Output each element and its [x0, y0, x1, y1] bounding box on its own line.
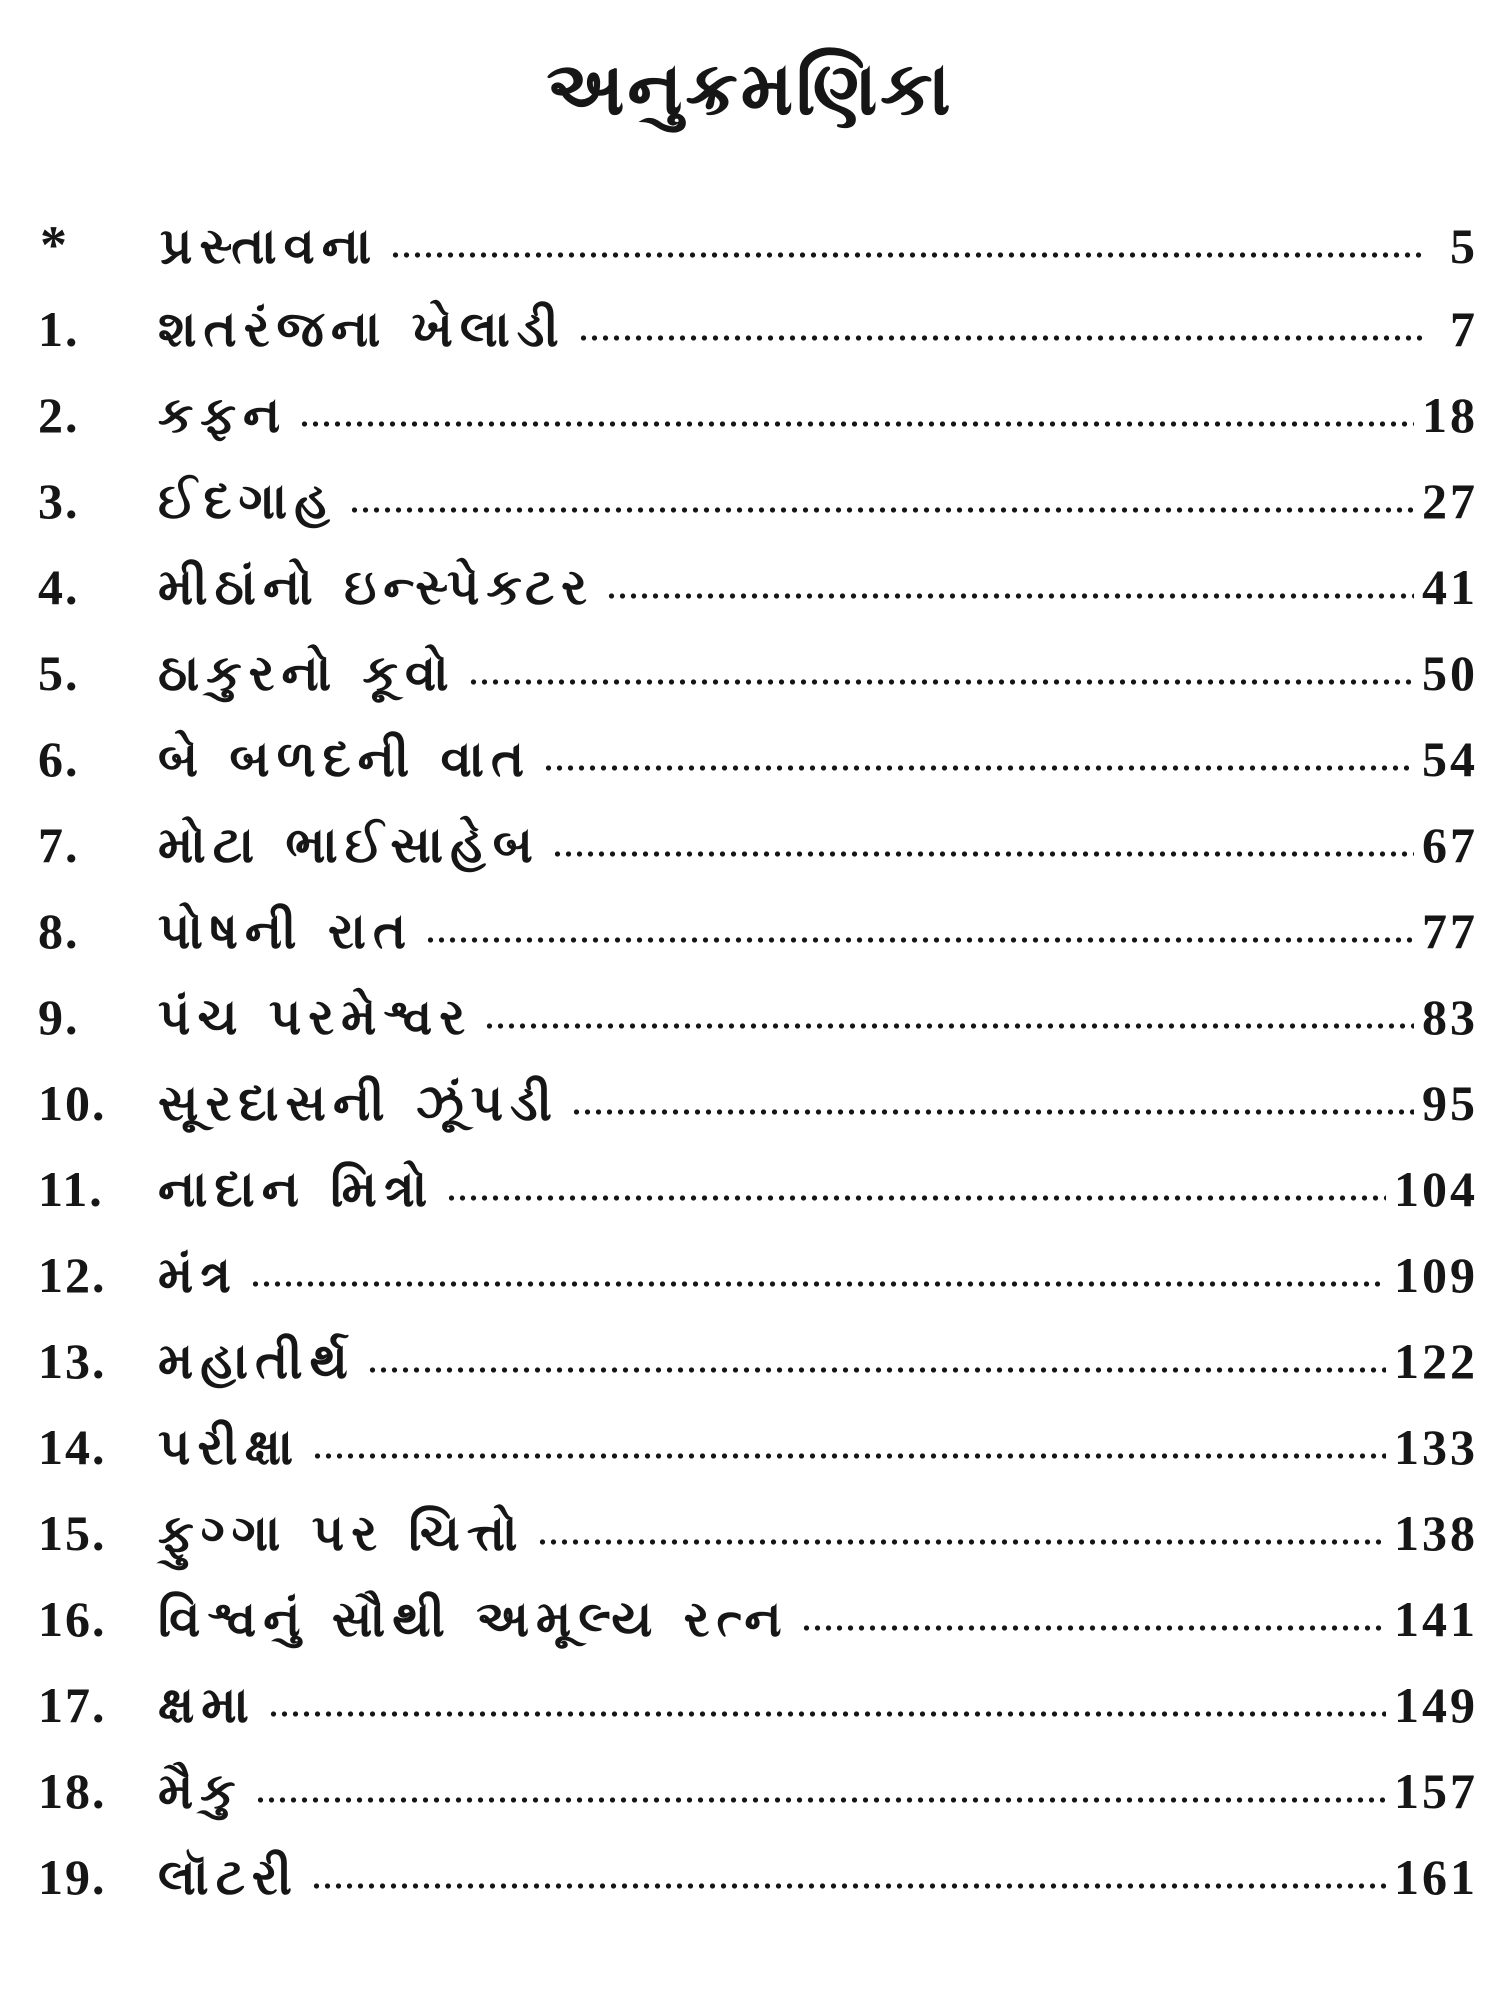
- toc-row: [38, 730, 1478, 816]
- dot-leader: [468, 679, 1414, 685]
- dot-leader: [367, 1367, 1386, 1373]
- table-of-contents: [38, 214, 1478, 1934]
- toc-row: [38, 472, 1478, 558]
- toc-title: મહાતીર્થ: [158, 1332, 355, 1390]
- toc-entry: [158, 472, 1478, 531]
- toc-page-number: 149: [1394, 1677, 1478, 1733]
- toc-page-number: 95: [1422, 1075, 1478, 1131]
- toc-row: [38, 988, 1478, 1074]
- toc-entry: [158, 1848, 1478, 1907]
- toc-title: ફુગ્ગા પર ચિત્તો: [158, 1504, 525, 1562]
- toc-row: [38, 1074, 1478, 1160]
- toc-entry: [158, 1504, 1478, 1563]
- toc-number: 13.: [38, 1333, 107, 1389]
- toc-entry: [158, 1418, 1478, 1477]
- toc-row: [38, 1332, 1478, 1418]
- toc-page-number: 83: [1422, 989, 1478, 1045]
- dot-leader: [268, 1711, 1386, 1717]
- dot-leader: [571, 1109, 1414, 1115]
- toc-number: 16.: [38, 1591, 107, 1647]
- toc-title: સૂરદાસની ઝૂંપડી: [158, 1074, 559, 1132]
- toc-number: 17.: [38, 1677, 107, 1733]
- toc-row: [38, 644, 1478, 730]
- dot-leader: [578, 335, 1422, 341]
- toc-title: ઠાકુરનો કૂવો: [158, 644, 456, 702]
- dot-leader: [312, 1453, 1386, 1459]
- toc-number: 19.: [38, 1849, 107, 1905]
- toc-page-number: 41: [1422, 559, 1478, 615]
- toc-entry: [158, 558, 1478, 617]
- toc-title: મીઠાંનો ઇન્સ્પેક્ટર: [158, 558, 594, 616]
- toc-entry: [158, 644, 1478, 703]
- dot-leader: [299, 421, 1414, 427]
- toc-title: મોટા ભાઈસાહેબ: [158, 816, 540, 874]
- toc-number: 4.: [38, 559, 80, 615]
- toc-row: [38, 1762, 1478, 1848]
- toc-row: [38, 386, 1478, 472]
- toc-entry: [158, 300, 1478, 359]
- toc-row: [38, 1160, 1478, 1246]
- toc-number: 1.: [38, 301, 80, 357]
- toc-title: પ્રસ્તાવના: [160, 217, 379, 275]
- toc-title: પંચ પરમેશ્વર: [158, 988, 473, 1046]
- toc-number: 5.: [38, 645, 80, 701]
- dot-leader: [446, 1195, 1386, 1201]
- toc-number: 3.: [38, 473, 80, 529]
- toc-page-number: 7: [1450, 301, 1478, 357]
- toc-number: *: [40, 215, 69, 275]
- dot-leader: [484, 1023, 1414, 1029]
- toc-entry: [158, 730, 1478, 789]
- toc-page-number: 67: [1422, 817, 1478, 873]
- toc-number: 6.: [38, 731, 80, 787]
- toc-title: શતરંજના ખેલાડી: [158, 300, 566, 358]
- toc-row: [38, 1246, 1478, 1332]
- toc-number: 14.: [38, 1419, 107, 1475]
- toc-row: [38, 558, 1478, 644]
- toc-row: [38, 816, 1478, 902]
- dot-leader: [255, 1797, 1386, 1803]
- toc-number: 9.: [38, 989, 80, 1045]
- toc-title: કફન: [158, 386, 288, 444]
- toc-title: વિશ્વનું સૌથી અમૂલ્ય રત્ન: [158, 1590, 789, 1648]
- toc-entry: [158, 1246, 1478, 1305]
- toc-number: 10.: [38, 1075, 107, 1131]
- toc-page-number: 138: [1394, 1505, 1478, 1561]
- toc-number: 18.: [38, 1763, 107, 1819]
- toc-number: 15.: [38, 1505, 107, 1561]
- toc-title: નાદાન મિત્રો: [158, 1160, 435, 1218]
- toc-row: [38, 1418, 1478, 1504]
- toc-entry: [158, 1332, 1478, 1391]
- toc-entry: [158, 902, 1478, 961]
- toc-row: [38, 300, 1478, 386]
- dot-leader: [543, 765, 1414, 771]
- toc-entry: [158, 988, 1478, 1047]
- toc-page-number: 104: [1394, 1161, 1478, 1217]
- toc-entry: [160, 217, 1478, 276]
- toc-row: [38, 214, 1478, 300]
- toc-page-number: 50: [1422, 645, 1478, 701]
- toc-title: પોષની રાત: [158, 902, 414, 960]
- toc-page-number: 5: [1450, 218, 1478, 274]
- toc-number: 2.: [38, 387, 80, 443]
- dot-leader: [250, 1281, 1386, 1287]
- dot-leader: [311, 1883, 1386, 1889]
- toc-page-number: 77: [1422, 903, 1478, 959]
- toc-page-number: 109: [1394, 1247, 1478, 1303]
- toc-title: લૉટરી: [158, 1848, 299, 1906]
- toc-row: [38, 1848, 1478, 1934]
- toc-number: 7.: [38, 817, 80, 873]
- toc-title: ઈદગાહ: [158, 472, 337, 530]
- toc-page-number: 157: [1394, 1763, 1478, 1819]
- toc-entry: [158, 816, 1478, 875]
- toc-page-number: 133: [1394, 1419, 1478, 1475]
- page-title: અનુક્રમણિકા: [546, 46, 954, 132]
- toc-number: 12.: [38, 1247, 107, 1303]
- toc-number: 11.: [38, 1161, 104, 1217]
- dot-leader: [390, 252, 1422, 258]
- toc-row: [38, 1590, 1478, 1676]
- toc-row: [38, 902, 1478, 988]
- toc-page-number: 54: [1422, 731, 1478, 787]
- toc-row: [38, 1504, 1478, 1590]
- toc-entry: [158, 386, 1478, 445]
- dot-leader: [552, 851, 1414, 857]
- dot-leader: [425, 937, 1414, 943]
- toc-entry: [158, 1074, 1478, 1133]
- toc-title: મંત્ર: [158, 1246, 239, 1304]
- toc-title: પરીક્ષા: [158, 1418, 301, 1476]
- toc-entry: [158, 1676, 1478, 1735]
- toc-number: 8.: [38, 903, 80, 959]
- toc-title: ક્ષમા: [158, 1676, 256, 1734]
- dot-leader: [537, 1539, 1386, 1545]
- toc-entry: [158, 1762, 1478, 1821]
- toc-entry: [158, 1160, 1478, 1219]
- toc-page-number: 161: [1394, 1849, 1478, 1905]
- toc-title: બે બળદની વાત: [158, 730, 532, 788]
- toc-page-number: 27: [1422, 473, 1478, 529]
- toc-page-number: 122: [1394, 1333, 1478, 1389]
- toc-row: [38, 1676, 1478, 1762]
- toc-page-number: 18: [1422, 387, 1478, 443]
- dot-leader: [606, 593, 1414, 599]
- toc-entry: [158, 1590, 1478, 1649]
- toc-page-number: 141: [1394, 1591, 1478, 1647]
- toc-title: મૈકુ: [158, 1762, 243, 1820]
- dot-leader: [801, 1625, 1386, 1631]
- dot-leader: [349, 507, 1414, 513]
